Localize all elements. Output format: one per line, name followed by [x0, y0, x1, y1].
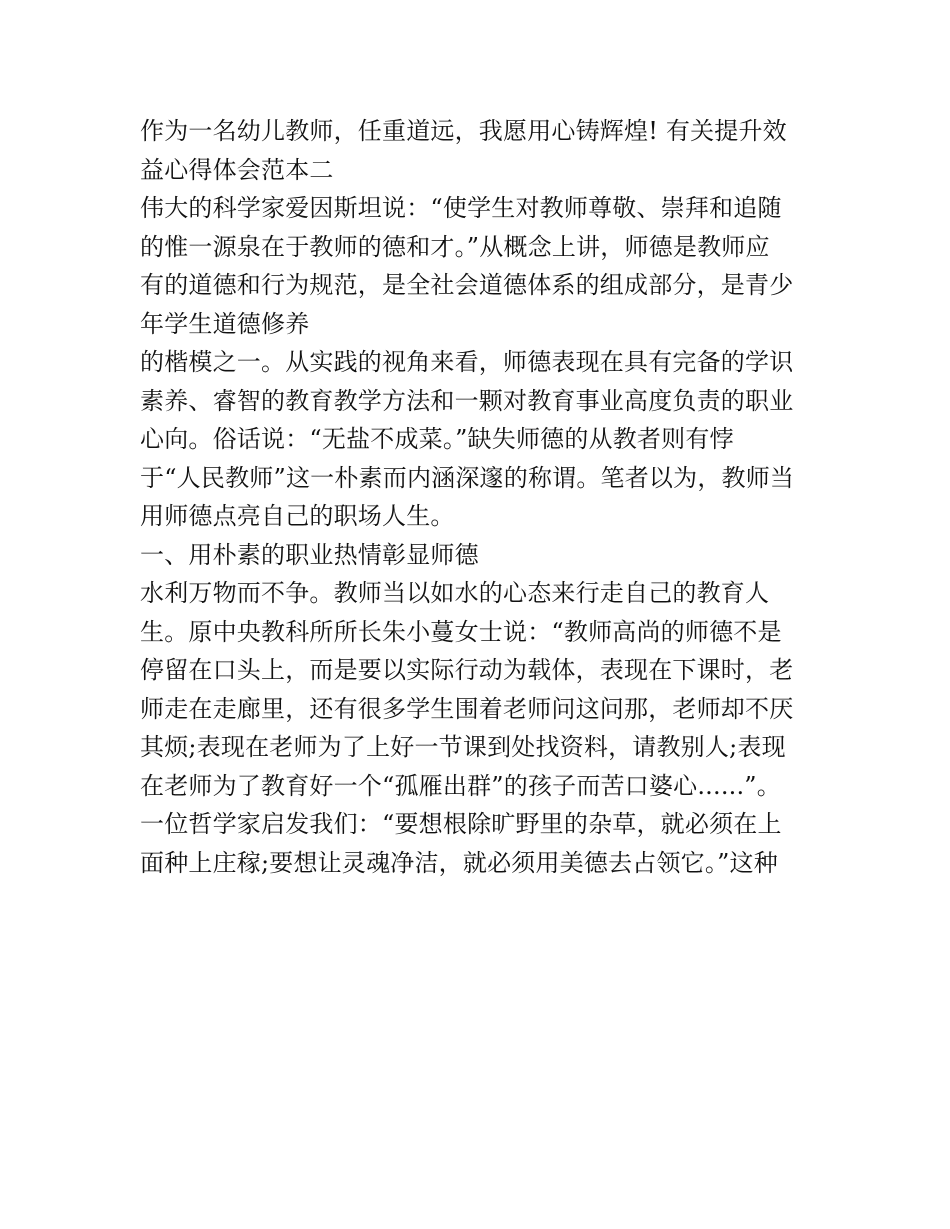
text-line: 在老师为了教育好一个“孤雁出群”的孩子而苦口婆心......”。: [140, 771, 781, 800]
text-line: 心向。俗话说：“无盐不成菜。”缺失师德的从教者则有悖: [140, 425, 734, 453]
text-line: 师走在走廊里，还有很多学生围着老师问这问那，老师却不厌: [140, 694, 794, 723]
text-line: 伟大的科学家爱因斯坦说：“使学生对教师尊敬、崇拜和追随: [140, 194, 782, 222]
text-line: 益心得体会范本二: [140, 155, 334, 184]
text-line: 其烦;表现在老师为了上好一节课到处找资料，请教别人;表现: [140, 733, 786, 761]
text-line: 作为一名幼儿教师，任重道远，我愿用心铸辉煌! 有关提升效: [140, 117, 787, 145]
text-line: 一位哲学家启发我们：“要想根除旷野里的杂草，就必须在上: [140, 810, 782, 838]
text-line: 的楷模之一。从实践的视角来看，师德表现在具有完备的学识: [140, 348, 794, 376]
text-line: 生。原中央教科所所长朱小蔓女士说：“教师高尚的师德不是: [140, 617, 782, 646]
text-line: 于“人民教师”这一朴素而内涵深邃的称谓。笔者以为，教师当: [140, 463, 795, 492]
document-body: [140, 112, 820, 882]
text-line: 的惟一源泉在于教师的德和才。”从概念上讲，师德是教师应: [140, 232, 770, 261]
text-line: 年学生道德修养: [140, 309, 310, 338]
text-line: 水利万物而不争。教师当以如水的心态来行走自己的教育人: [140, 579, 770, 607]
text-line: 用师德点亮自己的职场人生。: [140, 502, 455, 530]
text-line: 停留在口头上，而是要以实际行动为载体，表现在下课时，老: [140, 656, 794, 684]
text-line: 素养、睿智的教育教学方法和一颗对教育事业高度负责的职业: [140, 386, 794, 415]
text-line: 面种上庄稼;要想让灵魂净洁，就必须用美德去占领它。”这种: [140, 848, 778, 877]
text-line: 有的道德和行为规范，是全社会道德体系的组成部分，是青少: [140, 271, 794, 299]
section-heading: 一、用朴素的职业热情彰显师德: [140, 540, 479, 569]
